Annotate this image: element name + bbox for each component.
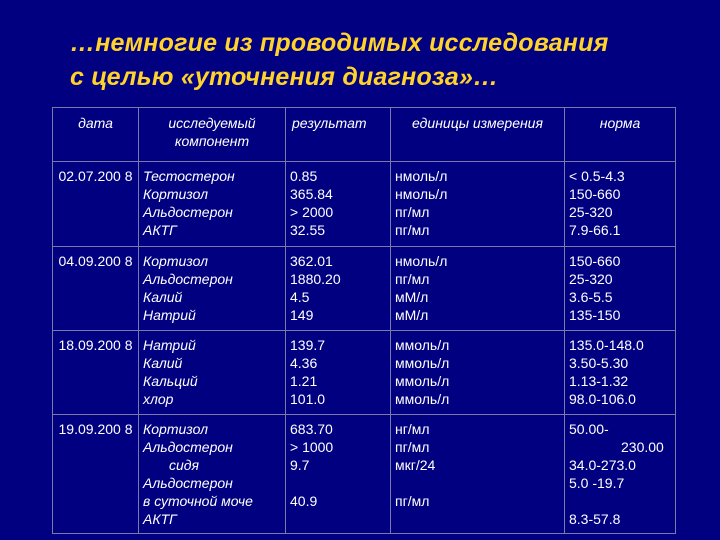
cell-date: 02.07.200 8 [53,162,139,247]
cell-date: 04.09.200 8 [53,247,139,331]
result-line: 40.9 [290,493,318,509]
component-line: Альдостерон [143,204,233,220]
norm-line: 150-660 [569,186,621,202]
cell-units [391,415,565,534]
cell-component [139,247,286,331]
header-date: дата [53,108,139,162]
norm-line: < 0.5-4.3 [569,168,625,184]
table-header-row [53,108,676,162]
result-line: 683.70 [290,421,333,437]
norm-line: 5.0 -19.7 [569,475,625,491]
norm-line: 3.50-5.30 [569,355,629,371]
cell-units [391,331,565,415]
table-row [53,415,676,534]
result-line: 0.85 [290,168,318,184]
cell-result [286,162,391,247]
result-line: 4.5 [290,289,310,305]
result-line [290,474,386,492]
component-line: Тестостерон [143,168,235,184]
component-line: Кортизол [143,253,208,269]
units-line: нмоль/л [395,186,448,202]
cell-component [139,162,286,247]
component-line: сидя [169,457,200,473]
units-line: мМ/л [395,307,429,323]
norm-line: 25-320 [569,204,613,220]
title-line-1: …немногие из проводимых исследования [70,29,609,57]
table-row [53,331,676,415]
component-line: Кортизол [143,186,208,202]
cell-component [139,331,286,415]
component-line: АКТГ [143,511,177,527]
component-line: Натрий [143,337,196,353]
result-line: 1.21 [290,373,318,389]
norm-line: 230.00 [621,439,664,455]
norm-line: 3.6-5.5 [569,289,613,305]
units-line: пг/мл [395,222,430,238]
component-line: Калий [143,289,183,305]
cell-units [391,247,565,331]
cell-result [286,247,391,331]
result-line: > 1000 [290,439,334,455]
result-line [290,510,386,528]
units-line: ммоль/л [395,391,450,407]
norm-line: 50.00- [569,421,609,437]
result-line: 32.55 [290,222,326,238]
component-line: в суточной моче [143,493,253,509]
header-units: единицы измерения [391,108,565,162]
lab-results-table [52,107,676,534]
component-line: Альдостерон [143,475,233,491]
header-norm: норма [565,108,676,162]
norm-line [569,492,671,510]
units-line: мкг/24 [395,457,436,473]
cell-date: 19.09.200 8 [53,415,139,534]
component-line: Калий [143,355,183,371]
result-line: > 2000 [290,204,334,220]
units-line: ммоль/л [395,373,450,389]
result-line: 365.84 [290,186,333,202]
result-line: 139.7 [290,337,326,353]
cell-result [286,415,391,534]
component-line: Альдостерон [143,439,233,455]
units-line [395,510,560,528]
units-line: пг/мл [395,204,430,220]
component-line: хлор [143,391,174,407]
cell-norm [565,162,676,247]
component-line: Кортизол [143,421,208,437]
header-component: исследуемый компонент [139,108,286,162]
cell-component [139,415,286,534]
result-line: 362.01 [290,253,333,269]
norm-line: 135.0-148.0 [569,337,644,353]
norm-line: 8.3-57.8 [569,511,621,527]
norm-line: 1.13-1.32 [569,373,629,389]
norm-line: 25-320 [569,271,613,287]
cell-norm [565,331,676,415]
norm-line: 135-150 [569,307,621,323]
norm-line: 98.0-106.0 [569,391,636,407]
norm-line: 34.0-273.0 [569,457,636,473]
units-line: нмоль/л [395,168,448,184]
cell-units [391,162,565,247]
cell-norm [565,247,676,331]
result-line: 4.36 [290,355,318,371]
component-line: Альдостерон [143,271,233,287]
units-line: пг/мл [395,439,430,455]
cell-norm [565,415,676,534]
units-line: пг/мл [395,271,430,287]
result-line: 1880.20 [290,271,341,287]
units-line: нмоль/л [395,253,448,269]
title-line-2: с целью «уточнения диагноза»… [70,63,499,91]
component-line: Кальций [143,373,198,389]
units-line: ммоль/л [395,337,450,353]
component-line: Натрий [143,307,196,323]
header-result: результат [286,108,391,162]
units-line: мМ/л [395,289,429,305]
units-line: нг/мл [395,421,430,437]
units-line: пг/мл [395,493,430,509]
table-row [53,162,676,247]
cell-result [286,331,391,415]
slide-title [70,26,710,94]
units-line [395,474,560,492]
cell-date: 18.09.200 8 [53,331,139,415]
result-line: 149 [290,307,314,323]
result-line: 101.0 [290,391,326,407]
units-line: ммоль/л [395,355,450,371]
component-line: АКТГ [143,222,177,238]
result-line: 9.7 [290,457,310,473]
table-row [53,247,676,331]
norm-line: 150-660 [569,253,621,269]
norm-line: 7.9-66.1 [569,222,621,238]
